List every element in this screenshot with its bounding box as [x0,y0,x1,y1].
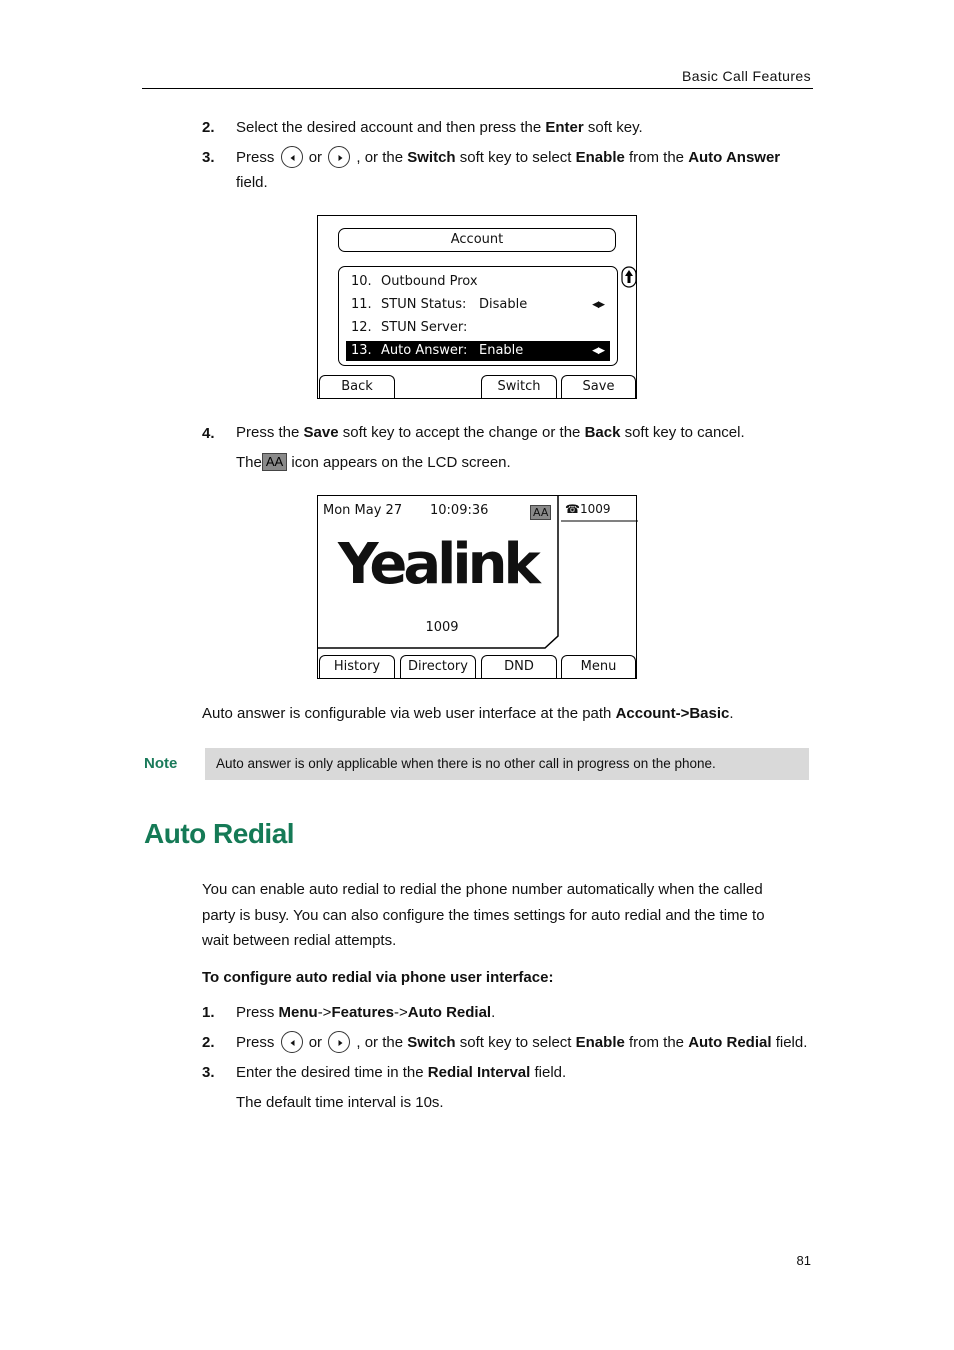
step-text-part: or [308,149,323,166]
section-paragraph [202,877,765,954]
procedure-subheading: To configure auto redial via phone user interface: [202,969,554,986]
note-label: Note [144,755,178,772]
body-text-part: Auto answer is configurable via web user interface at the path [202,705,616,722]
option-ref: Enable [575,149,625,166]
paragraph-line: party is busy. You can also configure the times settings for auto redial and the time to [202,906,765,924]
step-text-part: soft key to select [455,1034,576,1051]
step-text-part: soft key. [583,119,643,136]
step-text [236,117,643,139]
item-label: Outbound Prox [381,274,478,289]
list-item[interactable] [346,318,610,338]
item-label: STUN Server: [381,320,468,335]
item-value: Disable [479,297,528,312]
step-text-part: . [491,1004,496,1021]
step-number: 3. [202,1064,215,1081]
step-text [236,1002,495,1024]
date-label: Mon May 27 [323,503,403,518]
account-number: 1009 [579,502,611,516]
body-text-part: . [729,705,734,722]
item-value: Enable [479,343,524,358]
step-text [236,1062,566,1084]
step-text-part: The [236,454,262,471]
step-text-continued: field. [236,174,268,191]
left-right-arrows-icon: ◀▶ [592,346,604,356]
softkey-save[interactable]: Save [561,375,636,398]
item-number: 11. [351,297,372,312]
step-number: 2. [202,1034,215,1051]
step-text-part: Press the [236,424,304,441]
time-label: 10:09:36 [430,503,489,518]
item-number: 13. [351,343,372,358]
step-text-part: icon appears on the LCD screen. [287,454,511,471]
right-arrow-key-icon [328,1031,350,1053]
softkey-directory[interactable]: Directory [400,655,476,678]
softkey-history[interactable]: History [319,655,395,678]
softkey-ref: Save [303,424,339,441]
step-text-part: soft key to select [455,149,576,166]
lcd-title: Account [338,228,616,252]
step-number: 1. [202,1004,215,1021]
paragraph-line: You can enable auto redial to redial the phone number automatically when the called [202,881,763,898]
step-text [236,147,780,169]
item-label: STUN Status: [381,297,467,312]
field-ref: Redial Interval [427,1064,531,1081]
field-ref: Auto Redial [688,1034,772,1051]
step-text [236,422,745,444]
menu-path-ref: Features [331,1004,394,1021]
softkey-switch[interactable]: Switch [481,375,557,398]
step-text-part: from the [624,149,689,166]
item-number: 12. [351,320,372,335]
menu-path-ref: Menu [278,1004,318,1021]
step-text-part: soft key to cancel. [620,424,745,441]
step-text-part: field. [530,1064,567,1081]
left-right-arrows-icon: ◀▶ [592,300,604,310]
menu-path-ref: Auto Redial [407,1004,492,1021]
auto-answer-status-icon: AA [530,505,551,520]
step-number: 2. [202,119,215,136]
step-text-part: field. [771,1034,808,1051]
account-label[interactable] [565,502,611,516]
extension-label: 1009 [425,620,459,635]
step-number: 4. [202,425,215,442]
step-text-part: Select the desired account and then press the [236,119,546,136]
step-text-part: Press [236,149,275,166]
softkey-ref: Back [584,424,621,441]
icon-description [236,452,511,474]
web-path-text [202,703,734,725]
left-arrow-key-icon [281,146,303,168]
list-item-selected[interactable] [346,341,610,361]
paragraph-line: wait between redial attempts. [202,932,397,949]
note-box: Auto answer is only applicable when there is no other call in progress on the phone. [205,748,809,780]
auto-answer-icon: AA [262,453,287,471]
list-item[interactable] [346,295,610,315]
step-text-part: , or the [356,1034,408,1051]
step-text-part: , or the [356,149,408,166]
step-number: 3. [202,149,215,166]
scroll-indicator-icon [621,266,637,292]
softkey-dnd[interactable]: DND [481,655,557,678]
step-text-part: Press [236,1034,275,1051]
right-arrow-key-icon [328,146,350,168]
running-header: Basic Call Features [682,68,811,84]
step-text-part: Enter the desired time in the [236,1064,428,1081]
list-item[interactable] [346,272,610,292]
left-arrow-key-icon [281,1031,303,1053]
option-ref: Enable [575,1034,625,1051]
step-text-part: soft key to accept the change or the [338,424,585,441]
section-heading: Auto Redial [144,818,295,849]
step-text-part: or [308,1034,323,1051]
softkey-ref: Enter [545,119,584,136]
item-number: 10. [351,274,372,289]
idle-lcd-screen [317,495,637,679]
account-lcd-screen [317,215,637,399]
header-rule [142,88,813,89]
softkey-ref: Switch [407,149,456,166]
softkey-back[interactable]: Back [319,375,395,398]
lcd-settings-list [338,266,618,366]
phone-handset-icon: ☎ [565,502,580,516]
page-number: 81 [796,1253,811,1268]
yealink-logo: Yealink [338,532,537,597]
softkey-menu[interactable]: Menu [561,655,636,678]
step-text-part: from the [624,1034,689,1051]
field-ref: Auto Answer [688,149,781,166]
softkey-ref: Switch [407,1034,456,1051]
step-text [236,1032,807,1054]
item-label: Auto Answer: [381,343,468,358]
path-separator: -> [393,1004,408,1021]
menu-path-ref: Account->Basic [615,705,730,722]
step-text-part: Press [236,1004,279,1021]
path-separator: -> [317,1004,332,1021]
default-interval-note: The default time interval is 10s. [236,1094,444,1111]
